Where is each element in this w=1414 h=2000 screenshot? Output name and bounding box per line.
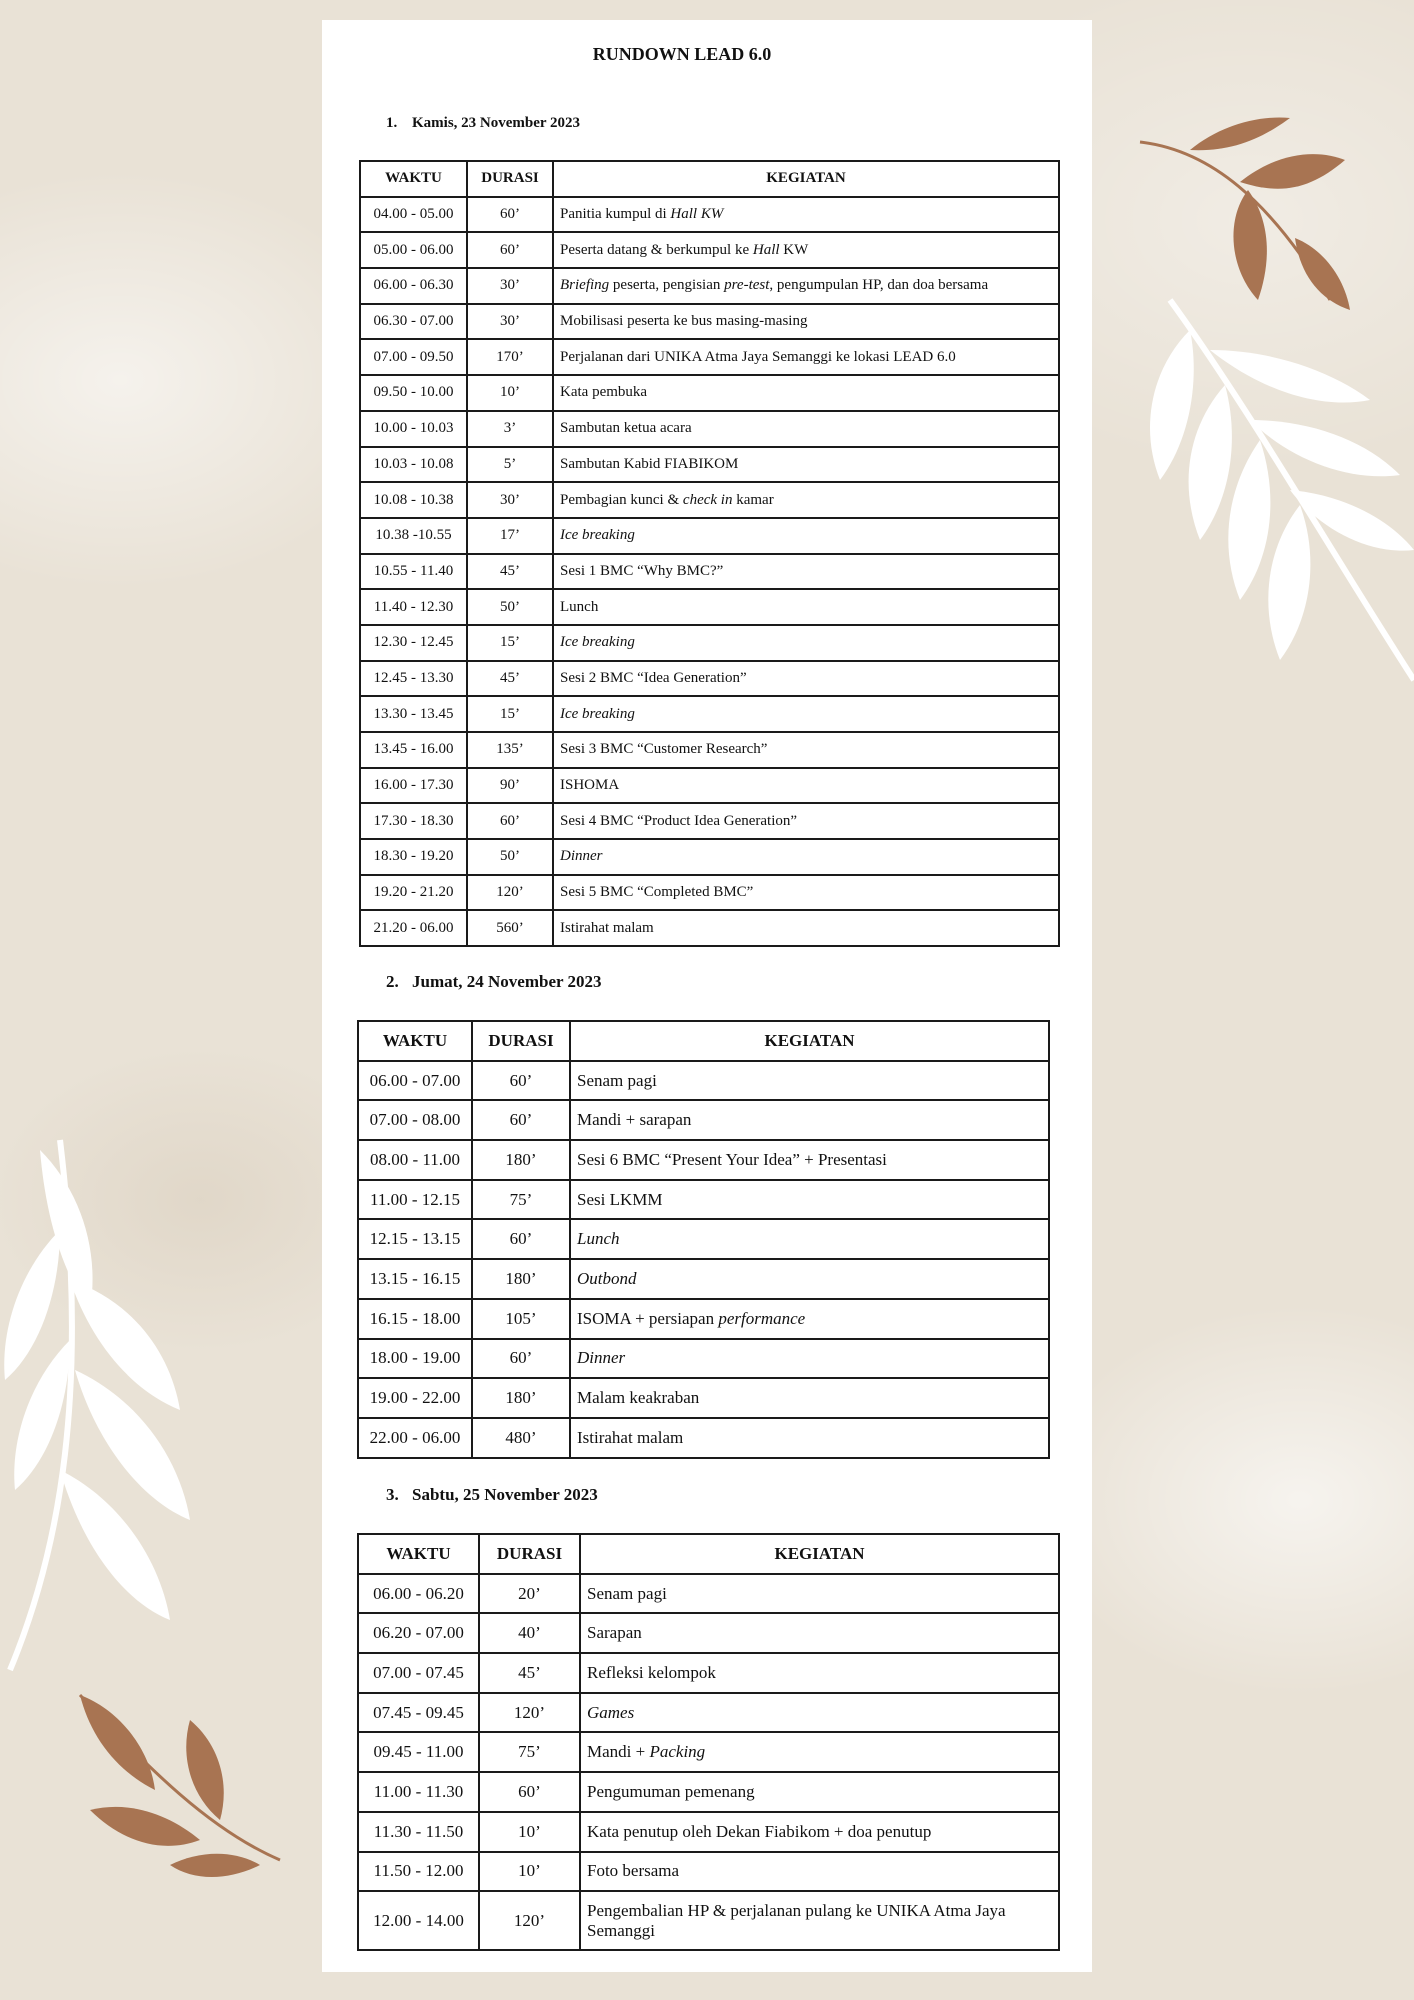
kegiatan-text: Sesi 3 BMC “Customer Research”: [560, 741, 768, 758]
cell-durasi: 30’: [467, 482, 553, 518]
cell-waktu: 07.00 - 08.00: [358, 1100, 472, 1140]
cell-durasi: 180’: [472, 1378, 570, 1418]
kegiatan-text: Sesi LKMM: [577, 1189, 663, 1209]
cell-kegiatan: [553, 910, 1059, 946]
cell-kegiatan: [570, 1339, 1049, 1379]
kegiatan-text: Senam pagi: [577, 1070, 657, 1090]
cell-kegiatan: [553, 554, 1059, 590]
table-row: [360, 875, 1059, 911]
cell-kegiatan: [553, 411, 1059, 447]
kegiatan-text: Mandi + sarapan: [577, 1110, 692, 1130]
cell-waktu: 10.08 - 10.38: [360, 482, 467, 518]
cell-kegiatan: [580, 1891, 1059, 1950]
cell-waktu: 13.45 - 16.00: [360, 732, 467, 768]
fern-decoration-right: [1130, 290, 1414, 710]
cell-kegiatan: [570, 1418, 1049, 1458]
table-row: [360, 411, 1059, 447]
table-row: [360, 482, 1059, 518]
cell-waktu: 11.00 - 12.15: [358, 1180, 472, 1220]
cell-waktu: 05.00 - 06.00: [360, 232, 467, 268]
kegiatan-text: Senam pagi: [587, 1583, 667, 1603]
cell-durasi: 50’: [467, 589, 553, 625]
column-header-kegiatan: KEGIATAN: [570, 1021, 1049, 1061]
cell-waktu: 19.00 - 22.00: [358, 1378, 472, 1418]
table-row: [358, 1653, 1059, 1693]
table-row: [360, 339, 1059, 375]
cell-waktu: 07.45 - 09.45: [358, 1693, 479, 1733]
cell-waktu: 13.15 - 16.15: [358, 1259, 472, 1299]
table-row: [358, 1219, 1049, 1259]
cell-kegiatan: [580, 1693, 1059, 1733]
cell-durasi: 10’: [467, 375, 553, 411]
cell-waktu: 08.00 - 11.00: [358, 1140, 472, 1180]
column-header-waktu: WAKTU: [358, 1534, 479, 1574]
day-1-heading: [386, 115, 580, 132]
cell-waktu: 10.00 - 10.03: [360, 411, 467, 447]
cell-durasi: 60’: [472, 1219, 570, 1259]
cell-waktu: 10.03 - 10.08: [360, 447, 467, 483]
kegiatan-text: Mobilisasi peserta ke bus masing-masing: [560, 313, 808, 330]
kegiatan-text: Dinner: [577, 1348, 626, 1368]
cell-kegiatan: [553, 696, 1059, 732]
table-row: [358, 1891, 1059, 1950]
table-row: [360, 268, 1059, 304]
column-header-kegiatan: KEGIATAN: [553, 161, 1059, 197]
table-row: [358, 1418, 1049, 1458]
day-3-heading: [386, 1485, 598, 1505]
kegiatan-text: Sesi 6 BMC “Present Your Idea” + Presentasi: [577, 1149, 887, 1169]
cell-kegiatan: [553, 268, 1059, 304]
table-row: [358, 1852, 1059, 1892]
leaf-branch-decoration-top-right: [1130, 110, 1360, 310]
kegiatan-text: Refleksi kelompok: [587, 1662, 716, 1682]
kegiatan-text: Ice breaking: [560, 705, 635, 722]
cell-kegiatan: [553, 661, 1059, 697]
cell-waktu: 11.00 - 11.30: [358, 1772, 479, 1812]
table-row: [360, 232, 1059, 268]
cell-kegiatan: [570, 1180, 1049, 1220]
table-row: [360, 732, 1059, 768]
schedule-table-day-1: [359, 160, 1060, 947]
cell-kegiatan: [553, 803, 1059, 839]
cell-durasi: 170’: [467, 339, 553, 375]
kegiatan-text: ISOMA + persiapan: [577, 1308, 719, 1328]
cell-kegiatan: [570, 1259, 1049, 1299]
kegiatan-text: , pengumpulan HP, dan doa bersama: [769, 277, 989, 294]
table-row: [360, 304, 1059, 340]
kegiatan-text: check in: [682, 491, 733, 508]
cell-waktu: 10.55 - 11.40: [360, 554, 467, 590]
cell-kegiatan: [570, 1299, 1049, 1339]
cell-durasi: 105’: [472, 1299, 570, 1339]
cell-durasi: 45’: [479, 1653, 580, 1693]
kegiatan-text: Lunch: [560, 598, 599, 615]
table-row: [360, 768, 1059, 804]
cell-waktu: 07.00 - 09.50: [360, 339, 467, 375]
table-row: [358, 1378, 1049, 1418]
kegiatan-text: peserta, pengisian: [609, 277, 725, 294]
cell-waktu: 19.20 - 21.20: [360, 875, 467, 911]
table-row: [358, 1613, 1059, 1653]
kegiatan-text: Perjalanan dari UNIKA Atma Jaya Semanggi ke lokasi LEAD 6.0: [560, 348, 956, 365]
table-row: [358, 1140, 1049, 1180]
table-row: [358, 1259, 1049, 1299]
kegiatan-text: Sarapan: [587, 1623, 642, 1643]
day-label: Jumat, 24 November 2023: [412, 972, 602, 991]
cell-kegiatan: [553, 589, 1059, 625]
cell-waktu: 11.30 - 11.50: [358, 1812, 479, 1852]
kegiatan-text: Mandi +: [587, 1742, 650, 1762]
kegiatan-text: KW: [779, 241, 809, 258]
table-row: [360, 910, 1059, 946]
kegiatan-text: Games: [587, 1702, 635, 1722]
kegiatan-text: Packing: [649, 1742, 706, 1762]
cell-kegiatan: [580, 1852, 1059, 1892]
cell-kegiatan: [570, 1061, 1049, 1101]
column-header-durasi: DURASI: [479, 1534, 580, 1574]
kegiatan-text: Panitia kumpul di: [560, 206, 671, 223]
kegiatan-text: pre-test: [724, 277, 770, 294]
cell-kegiatan: [553, 304, 1059, 340]
cell-durasi: 30’: [467, 268, 553, 304]
cell-kegiatan: [570, 1140, 1049, 1180]
cell-waktu: 06.00 - 06.20: [358, 1574, 479, 1614]
column-header-durasi: DURASI: [467, 161, 553, 197]
day-number: 1.: [386, 115, 398, 131]
cell-durasi: 45’: [467, 554, 553, 590]
cell-durasi: 60’: [472, 1061, 570, 1101]
kegiatan-text: ISHOMA: [560, 777, 620, 794]
cell-kegiatan: [570, 1378, 1049, 1418]
cell-waktu: 12.15 - 13.15: [358, 1219, 472, 1259]
kegiatan-text: Pengembalian HP & perjalanan pulang ke UNIKA Atma Jaya Semanggi: [587, 1901, 1006, 1940]
cell-durasi: 50’: [467, 839, 553, 875]
table-row: [358, 1693, 1059, 1733]
table-row: [358, 1574, 1059, 1614]
kegiatan-text: kamar: [732, 491, 774, 508]
cell-kegiatan: [553, 839, 1059, 875]
kegiatan-text: Sambutan Kabid FIABIKOM: [560, 455, 739, 472]
table-header-row: [358, 1534, 1059, 1574]
table-row: [358, 1061, 1049, 1101]
cell-durasi: 90’: [467, 768, 553, 804]
kegiatan-text: Lunch: [577, 1229, 620, 1249]
cell-durasi: 15’: [467, 696, 553, 732]
cell-kegiatan: [580, 1653, 1059, 1693]
cell-waktu: 06.00 - 07.00: [358, 1061, 472, 1101]
cell-durasi: 75’: [479, 1732, 580, 1772]
day-number: 3.: [386, 1485, 399, 1504]
kegiatan-text: Peserta datang & berkumpul ke: [560, 241, 753, 258]
table-row: [360, 375, 1059, 411]
cell-durasi: 20’: [479, 1574, 580, 1614]
table-row: [360, 447, 1059, 483]
cell-kegiatan: [553, 339, 1059, 375]
cell-waktu: 06.30 - 07.00: [360, 304, 467, 340]
cell-kegiatan: [580, 1574, 1059, 1614]
cell-waktu: 10.38 -10.55: [360, 518, 467, 554]
kegiatan-text: Hall KW: [670, 206, 724, 223]
cell-durasi: 30’: [467, 304, 553, 340]
cell-durasi: 40’: [479, 1613, 580, 1653]
cell-waktu: 06.00 - 06.30: [360, 268, 467, 304]
cell-durasi: 17’: [467, 518, 553, 554]
cell-waktu: 22.00 - 06.00: [358, 1418, 472, 1458]
cell-kegiatan: [553, 732, 1059, 768]
kegiatan-text: Kata pembuka: [560, 384, 648, 401]
kegiatan-text: performance: [718, 1308, 806, 1328]
cell-kegiatan: [570, 1100, 1049, 1140]
table-row: [358, 1772, 1059, 1812]
cell-kegiatan: [553, 768, 1059, 804]
cell-waktu: 06.20 - 07.00: [358, 1613, 479, 1653]
cell-durasi: 5’: [467, 447, 553, 483]
cell-kegiatan: [580, 1772, 1059, 1812]
kegiatan-text: Pengumuman pemenang: [587, 1781, 755, 1801]
cell-waktu: 11.50 - 12.00: [358, 1852, 479, 1892]
cell-kegiatan: [570, 1219, 1049, 1259]
cell-kegiatan: [580, 1732, 1059, 1772]
cell-kegiatan: [553, 447, 1059, 483]
column-header-durasi: DURASI: [472, 1021, 570, 1061]
kegiatan-text: Foto bersama: [587, 1861, 680, 1881]
cell-kegiatan: [553, 482, 1059, 518]
table-row: [360, 589, 1059, 625]
kegiatan-text: Sesi 1 BMC “Why BMC?”: [560, 562, 724, 579]
kegiatan-text: Briefing: [560, 277, 610, 294]
day-2-heading: [386, 972, 602, 992]
cell-kegiatan: [580, 1613, 1059, 1653]
table-row: [360, 197, 1059, 233]
table-row: [358, 1299, 1049, 1339]
day-label: Kamis, 23 November 2023: [412, 115, 581, 131]
table-row: [360, 625, 1059, 661]
cell-waktu: 04.00 - 05.00: [360, 197, 467, 233]
table-row: [360, 518, 1059, 554]
cell-kegiatan: [580, 1812, 1059, 1852]
kegiatan-text: Malam keakraban: [577, 1388, 700, 1408]
cell-waktu: 21.20 - 06.00: [360, 910, 467, 946]
table-row: [360, 803, 1059, 839]
cell-waktu: 12.30 - 12.45: [360, 625, 467, 661]
cell-waktu: 07.00 - 07.45: [358, 1653, 479, 1693]
cell-kegiatan: [553, 625, 1059, 661]
table-row: [358, 1100, 1049, 1140]
leaf-branch-decoration-bottom-left: [60, 1690, 290, 1890]
cell-waktu: 18.00 - 19.00: [358, 1339, 472, 1379]
cell-waktu: 17.30 - 18.30: [360, 803, 467, 839]
cell-durasi: 135’: [467, 732, 553, 768]
cell-durasi: 10’: [479, 1852, 580, 1892]
kegiatan-text: Istirahat malam: [577, 1427, 684, 1447]
day-number: 2.: [386, 972, 399, 991]
cell-waktu: 09.45 - 11.00: [358, 1732, 479, 1772]
cell-durasi: 180’: [472, 1140, 570, 1180]
cell-kegiatan: [553, 375, 1059, 411]
table-body: [358, 1574, 1059, 1951]
column-header-waktu: WAKTU: [358, 1021, 472, 1061]
table-body: [358, 1061, 1049, 1458]
cell-durasi: 15’: [467, 625, 553, 661]
kegiatan-text: Sesi 4 BMC “Product Idea Generation”: [560, 812, 798, 829]
column-header-waktu: WAKTU: [360, 161, 467, 197]
table-row: [360, 839, 1059, 875]
cell-durasi: 3’: [467, 411, 553, 447]
kegiatan-text: Ice breaking: [560, 634, 635, 651]
cell-waktu: 13.30 - 13.45: [360, 696, 467, 732]
cell-durasi: 45’: [467, 661, 553, 697]
kegiatan-text: Sesi 2 BMC “Idea Generation”: [560, 669, 747, 686]
cell-durasi: 560’: [467, 910, 553, 946]
cell-durasi: 480’: [472, 1418, 570, 1458]
table-row: [358, 1180, 1049, 1220]
table-row: [360, 661, 1059, 697]
table-header-row: [360, 161, 1059, 197]
kegiatan-text: Outbond: [577, 1268, 637, 1288]
document-title: RUNDOWN LEAD 6.0: [592, 44, 772, 64]
cell-waktu: 12.45 - 13.30: [360, 661, 467, 697]
schedule-table-day-3: [357, 1533, 1060, 1951]
table-row: [358, 1812, 1059, 1852]
kegiatan-text: Ice breaking: [560, 527, 635, 544]
cell-durasi: 60’: [467, 232, 553, 268]
cell-durasi: 60’: [479, 1772, 580, 1812]
schedule-table-day-2: [357, 1020, 1050, 1459]
cell-waktu: 12.00 - 14.00: [358, 1891, 479, 1950]
cell-durasi: 10’: [479, 1812, 580, 1852]
table-row: [358, 1732, 1059, 1772]
cell-kegiatan: [553, 232, 1059, 268]
kegiatan-text: Kata penutup oleh Dekan Fiabikom + doa penutup: [587, 1821, 932, 1841]
cell-durasi: 120’: [479, 1891, 580, 1950]
cell-durasi: 180’: [472, 1259, 570, 1299]
kegiatan-text: Istirahat malam: [560, 919, 654, 936]
cell-waktu: 11.40 - 12.30: [360, 589, 467, 625]
table-row: [360, 554, 1059, 590]
cell-durasi: 75’: [472, 1180, 570, 1220]
cell-durasi: 60’: [472, 1100, 570, 1140]
kegiatan-text: Pembagian kunci &: [560, 491, 683, 508]
table-row: [360, 696, 1059, 732]
cell-kegiatan: [553, 197, 1059, 233]
table-body: [360, 197, 1059, 946]
kegiatan-text: Sesi 5 BMC “Completed BMC”: [560, 884, 754, 901]
cell-durasi: 120’: [479, 1693, 580, 1733]
cell-durasi: 120’: [467, 875, 553, 911]
table-header-row: [358, 1021, 1049, 1061]
table-row: [358, 1339, 1049, 1379]
cell-waktu: 09.50 - 10.00: [360, 375, 467, 411]
cell-durasi: 60’: [472, 1339, 570, 1379]
cell-waktu: 18.30 - 19.20: [360, 839, 467, 875]
cell-durasi: 60’: [467, 803, 553, 839]
day-label: Sabtu, 25 November 2023: [412, 1485, 598, 1504]
kegiatan-text: Hall: [752, 241, 780, 258]
cell-waktu: 16.15 - 18.00: [358, 1299, 472, 1339]
column-header-kegiatan: KEGIATAN: [580, 1534, 1059, 1574]
cell-kegiatan: [553, 875, 1059, 911]
cell-waktu: 16.00 - 17.30: [360, 768, 467, 804]
cell-durasi: 60’: [467, 197, 553, 233]
kegiatan-text: Sambutan ketua acara: [560, 420, 692, 437]
fern-decoration-left: [0, 1130, 220, 1690]
cell-kegiatan: [553, 518, 1059, 554]
kegiatan-text: Dinner: [560, 848, 603, 865]
